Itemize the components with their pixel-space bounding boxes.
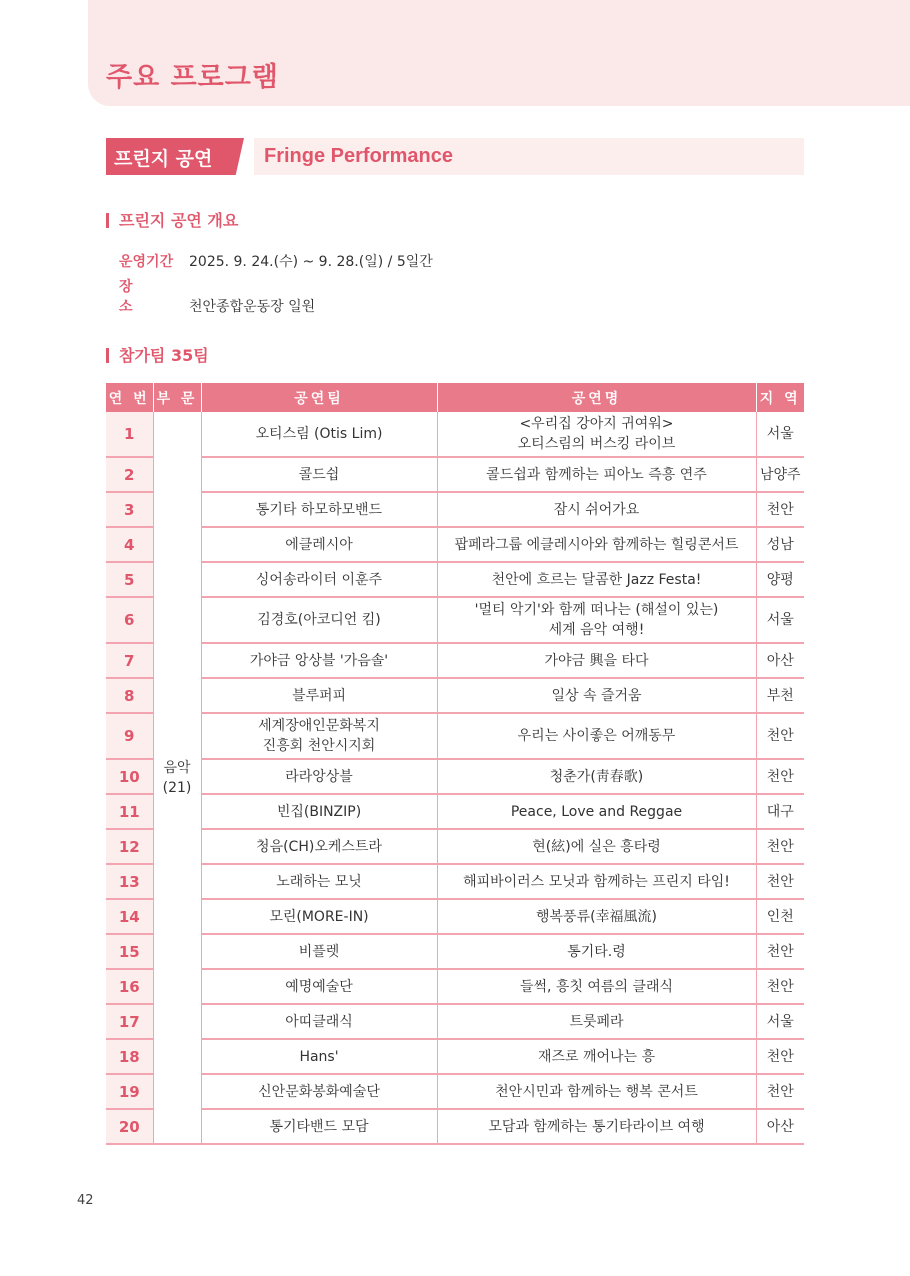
row-number: 17 — [106, 1004, 153, 1039]
region: 아산 — [756, 643, 804, 678]
region: 천안 — [756, 759, 804, 794]
table-row — [106, 969, 804, 1004]
team-name: 라라앙상블 — [201, 759, 437, 794]
performance-title: 잠시 쉬어가요 — [437, 492, 756, 527]
region: 천안 — [756, 864, 804, 899]
overview-heading-text: 프린지 공연 개요 — [119, 211, 239, 230]
team-name: 빈집(BINZIP) — [201, 794, 437, 829]
performance-title: 일상 속 즐거움 — [437, 678, 756, 713]
table-row — [106, 1074, 804, 1109]
place-label: 장소 — [119, 279, 158, 315]
table-row — [106, 562, 804, 597]
region: 천안 — [756, 1039, 804, 1074]
region: 성남 — [756, 527, 804, 562]
table-row — [106, 934, 804, 969]
team-name: 싱어송라이터 이훈주 — [201, 562, 437, 597]
page-heading: 주요 프로그램 — [106, 62, 279, 93]
region: 천안 — [756, 492, 804, 527]
section-english-title: Fringe Performance — [264, 145, 453, 167]
region: 서울 — [756, 1004, 804, 1039]
division-cell: 음악 (21) — [153, 412, 201, 1144]
period-value: 2025. 9. 24.(수) ~ 9. 28.(일) / 5일간 — [189, 254, 433, 270]
row-number: 1 — [106, 412, 153, 457]
header-no: 연 번 — [106, 383, 153, 412]
team-name: 세계장애인문화복지 진흥회 천안시지회 — [201, 713, 437, 759]
row-number: 5 — [106, 562, 153, 597]
table-row — [106, 527, 804, 562]
performance-title: <우리집 강아지 귀여워> 오티스림의 버스킹 라이브 — [437, 412, 756, 457]
teams-table-body — [106, 412, 804, 1144]
row-number: 16 — [106, 969, 153, 1004]
row-number: 8 — [106, 678, 153, 713]
table-row — [106, 864, 804, 899]
performance-title: 콜드쉽과 함께하는 피아노 즉흥 연주 — [437, 457, 756, 492]
performance-title: 현(絃)에 실은 흥타령 — [437, 829, 756, 864]
team-name: 아띠클래식 — [201, 1004, 437, 1039]
team-name: 통기타 하모하모밴드 — [201, 492, 437, 527]
row-number: 3 — [106, 492, 153, 527]
row-number: 2 — [106, 457, 153, 492]
performance-title: 해피바이러스 모닛과 함께하는 프린지 타임! — [437, 864, 756, 899]
teams-heading-text: 참가팀 35팀 — [119, 346, 209, 365]
performance-title: 천안시민과 함께하는 행복 콘서트 — [437, 1074, 756, 1109]
table-row — [106, 1039, 804, 1074]
region: 아산 — [756, 1109, 804, 1144]
performance-title: 들썩, 흥칫 여름의 클래식 — [437, 969, 756, 1004]
row-number: 20 — [106, 1109, 153, 1144]
place-value: 천안종합운동장 일원 — [189, 299, 316, 315]
row-number: 12 — [106, 829, 153, 864]
region: 대구 — [756, 794, 804, 829]
performance-title: 통기타.령 — [437, 934, 756, 969]
header-title: 공연명 — [437, 383, 756, 412]
teams-table — [106, 383, 804, 1145]
row-number: 15 — [106, 934, 153, 969]
table-header-row — [106, 383, 804, 412]
row-number: 19 — [106, 1074, 153, 1109]
performance-title: 행복풍류(幸福風流) — [437, 899, 756, 934]
row-number: 13 — [106, 864, 153, 899]
row-number: 10 — [106, 759, 153, 794]
performance-title: 트룻페라 — [437, 1004, 756, 1039]
region: 천안 — [756, 934, 804, 969]
region: 인천 — [756, 899, 804, 934]
period-label: 운영기간 — [119, 254, 174, 270]
place-row — [119, 276, 315, 316]
table-row — [106, 1004, 804, 1039]
team-name: 예명예술단 — [201, 969, 437, 1004]
teams-heading — [106, 343, 209, 366]
row-number: 6 — [106, 597, 153, 643]
team-name: 김경호(아코디언 킴) — [201, 597, 437, 643]
table-row — [106, 713, 804, 759]
performance-title: 천안에 흐르는 달콤한 Jazz Festa! — [437, 562, 756, 597]
table-row — [106, 1109, 804, 1144]
region: 천안 — [756, 969, 804, 1004]
row-number: 11 — [106, 794, 153, 829]
row-number: 18 — [106, 1039, 153, 1074]
team-name: 비플렛 — [201, 934, 437, 969]
row-number: 4 — [106, 527, 153, 562]
row-number: 9 — [106, 713, 153, 759]
heading-bar-icon — [106, 348, 109, 363]
performance-title: 팝페라그룹 에클레시아와 함께하는 힐링콘서트 — [437, 527, 756, 562]
team-name: 블루퍼피 — [201, 678, 437, 713]
region: 서울 — [756, 597, 804, 643]
header-team: 공연팀 — [201, 383, 437, 412]
performance-title: 모담과 함께하는 통기타라이브 여행 — [437, 1109, 756, 1144]
region: 천안 — [756, 829, 804, 864]
header-region: 지 역 — [756, 383, 804, 412]
row-number: 7 — [106, 643, 153, 678]
region: 남양주 — [756, 457, 804, 492]
section-tag-divider — [246, 138, 254, 175]
region: 서울 — [756, 412, 804, 457]
team-name: 가야금 앙상블 '가음솔' — [201, 643, 437, 678]
region: 천안 — [756, 713, 804, 759]
performance-title: 재즈로 깨어나는 흥 — [437, 1039, 756, 1074]
team-name: 에클레시아 — [201, 527, 437, 562]
team-name: 청음(CH)오케스트라 — [201, 829, 437, 864]
header-division: 부 문 — [153, 383, 201, 412]
table-row — [106, 597, 804, 643]
section-tag-label: 프린지 공연 — [114, 148, 213, 170]
team-name: 콜드쉽 — [201, 457, 437, 492]
performance-title: 가야금 興을 타다 — [437, 643, 756, 678]
team-name: 신안문화봉화예술단 — [201, 1074, 437, 1109]
section-bar — [106, 138, 804, 175]
team-name: 모린(MORE-IN) — [201, 899, 437, 934]
heading-bar-icon — [106, 213, 109, 228]
table-row — [106, 829, 804, 864]
region: 부천 — [756, 678, 804, 713]
performance-title: 청춘가(靑春歌) — [437, 759, 756, 794]
table-row — [106, 794, 804, 829]
team-name: 오티스림 (Otis Lim) — [201, 412, 437, 457]
period-row — [119, 251, 433, 271]
performance-title: Peace, Love and Reggae — [437, 794, 756, 829]
team-name: Hans' — [201, 1039, 437, 1074]
table-row — [106, 492, 804, 527]
table-row — [106, 759, 804, 794]
row-number: 14 — [106, 899, 153, 934]
region: 천안 — [756, 1074, 804, 1109]
table-row — [106, 412, 804, 457]
page-number: 42 — [77, 1193, 94, 1208]
table-row — [106, 678, 804, 713]
performance-title: 우리는 사이좋은 어깨동무 — [437, 713, 756, 759]
team-name: 노래하는 모닛 — [201, 864, 437, 899]
region: 양평 — [756, 562, 804, 597]
overview-heading — [106, 208, 238, 231]
team-name: 통기타밴드 모담 — [201, 1109, 437, 1144]
performance-title: '멀티 악기'와 함께 떠나는 (해설이 있는) 세계 음악 여행! — [437, 597, 756, 643]
table-row — [106, 643, 804, 678]
table-row — [106, 899, 804, 934]
table-row — [106, 457, 804, 492]
